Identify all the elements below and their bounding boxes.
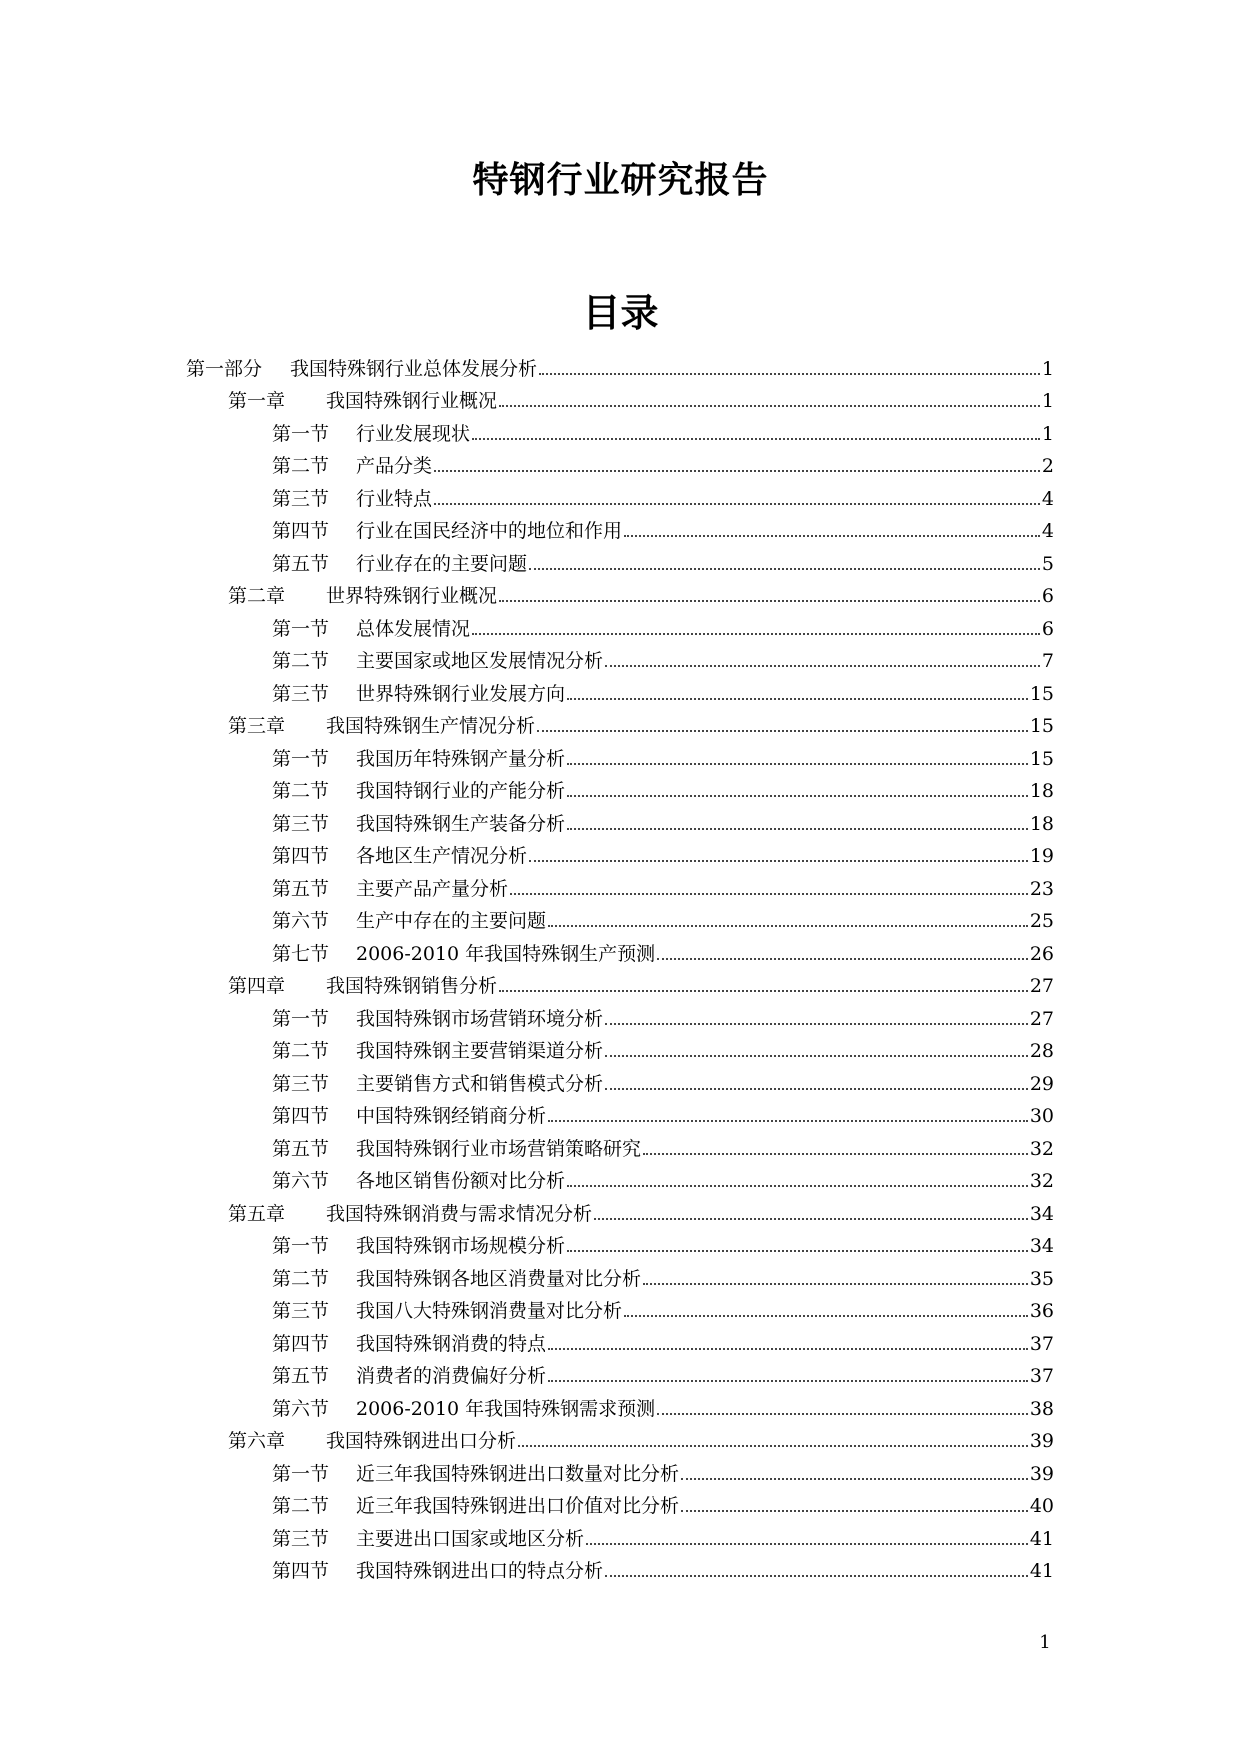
toc-entry[interactable] (272, 445, 1054, 478)
dot-leader (539, 373, 1040, 375)
toc-entry-number: 第二节 (272, 1267, 330, 1290)
toc-entry-number: 第四章 (228, 975, 286, 997)
toc-entry[interactable] (186, 347, 1054, 380)
toc-entry-title: 中国特殊钢经销商分析 (356, 1105, 547, 1127)
toc-entry-number: 第三节 (272, 1072, 330, 1095)
dot-leader (624, 535, 1040, 537)
toc-entry-title: 我国特殊钢市场规模分析 (356, 1235, 566, 1257)
toc-entry-page: 37 (1029, 1365, 1054, 1387)
toc-entry-page: 15 (1029, 747, 1054, 770)
toc-entry-number: 第三节 (272, 1527, 330, 1550)
dot-leader (657, 958, 1028, 960)
toc-entry-title: 我国特殊钢销售分析 (326, 975, 498, 997)
toc-entry-title: 近三年我国特殊钢进出口价值对比分析 (356, 1495, 680, 1517)
toc-entry[interactable] (272, 672, 1054, 705)
toc-entry-page: 39 (1029, 1462, 1054, 1485)
dot-leader (567, 698, 1028, 700)
toc-entry[interactable] (272, 1062, 1054, 1095)
toc-entry[interactable] (272, 1452, 1054, 1485)
toc-entry[interactable] (272, 997, 1054, 1030)
dot-leader (567, 763, 1028, 765)
toc-entry-number: 第四节 (272, 520, 330, 542)
toc-entry[interactable] (272, 1030, 1054, 1063)
toc-entry-page: 32 (1029, 1170, 1054, 1192)
toc-entry-title: 行业在国民经济中的地位和作用 (356, 520, 623, 542)
dot-leader (605, 1575, 1028, 1577)
toc-entry-page: 30 (1029, 1105, 1054, 1127)
toc-entry-title: 近三年我国特殊钢进出口数量对比分析 (356, 1462, 680, 1485)
toc-entry-page: 34 (1029, 1202, 1054, 1225)
toc-entry-page: 39 (1029, 1430, 1054, 1452)
toc-entry[interactable] (272, 1517, 1054, 1550)
toc-entry-page: 36 (1029, 1300, 1054, 1322)
toc-entry[interactable] (272, 412, 1054, 445)
dot-leader (605, 665, 1040, 667)
toc-entry-number: 第一节 (272, 1007, 330, 1030)
dot-leader (529, 568, 1040, 570)
toc-entry-title: 2006-2010 年我国特殊钢生产预测 (356, 942, 656, 965)
toc-entry-page: 32 (1029, 1137, 1054, 1160)
toc-entry-number: 第三章 (228, 715, 286, 737)
toc-entry-page: 27 (1029, 1007, 1054, 1030)
toc-entry-number: 第六节 (272, 1170, 330, 1192)
toc-entry-page: 19 (1029, 845, 1054, 867)
toc-entry-number: 第三节 (272, 1300, 330, 1322)
toc-entry-title: 生产中存在的主要问题 (356, 910, 547, 932)
toc-entry-number: 第三节 (272, 812, 330, 835)
toc-entry[interactable] (228, 1420, 1054, 1453)
toc-entry-title: 我国特殊钢市场营销环境分析 (356, 1007, 604, 1030)
toc-entry-title: 主要国家或地区发展情况分析 (356, 650, 604, 672)
toc-entry[interactable] (228, 705, 1054, 738)
toc-entry-title: 产品分类 (356, 455, 433, 477)
toc-entry-title: 我国特殊钢主要营销渠道分析 (356, 1040, 604, 1062)
toc-entry-page: 37 (1029, 1332, 1054, 1355)
toc-entry-number: 第二节 (272, 1040, 330, 1062)
toc-entry-title: 各地区生产情况分析 (356, 845, 528, 867)
toc-entry-number: 第一节 (272, 1235, 330, 1257)
toc-entry-page: 38 (1029, 1397, 1054, 1420)
toc-entry-title: 我国特殊钢行业概况 (326, 390, 498, 412)
toc-entry[interactable] (272, 932, 1054, 965)
dot-leader (499, 600, 1040, 602)
toc-entry-page: 4 (1041, 487, 1054, 510)
toc-entry-title: 我国特殊钢消费的特点 (356, 1332, 547, 1355)
toc-entry-page: 25 (1029, 910, 1054, 932)
toc-entry-page: 15 (1029, 682, 1054, 705)
toc-entry-page: 5 (1041, 552, 1054, 575)
toc-entry-title: 主要进出口国家或地区分析 (356, 1527, 585, 1550)
toc-entry-page: 1 (1041, 357, 1054, 380)
toc-entry-title: 消费者的消费偏好分析 (356, 1365, 547, 1387)
toc-entry-page: 34 (1029, 1235, 1054, 1257)
dot-leader (567, 1250, 1028, 1252)
toc-entry-page: 18 (1029, 780, 1054, 802)
toc-entry-number: 第一节 (272, 747, 330, 770)
toc-entry-number: 第五节 (272, 877, 330, 900)
dot-leader (537, 730, 1028, 732)
toc-entry[interactable] (272, 1550, 1054, 1583)
toc-entry-title: 主要销售方式和销售模式分析 (356, 1072, 604, 1095)
toc-entry-number: 第二节 (272, 780, 330, 802)
toc-entry-number: 第四节 (272, 1560, 330, 1582)
toc-entry-title: 我国特殊钢进出口的特点分析 (356, 1560, 604, 1582)
toc-entry-number: 第一节 (272, 422, 330, 445)
toc-entry[interactable] (272, 640, 1054, 673)
toc-entry-title: 我国特殊钢行业总体发展分析 (290, 357, 538, 380)
toc-entry-title: 我国八大特殊钢消费量对比分析 (356, 1300, 623, 1322)
toc-entry[interactable] (272, 1322, 1054, 1355)
toc-entry-number: 第六节 (272, 1397, 330, 1420)
toc-entry[interactable] (272, 477, 1054, 510)
toc-entry[interactable] (272, 607, 1054, 640)
toc-entry-title: 各地区销售份额对比分析 (356, 1170, 566, 1192)
dot-leader (472, 438, 1040, 440)
toc-entry-title: 我国特殊钢进出口分析 (326, 1430, 517, 1452)
toc-entry-number: 第六节 (272, 910, 330, 932)
toc-entry-title: 我国特殊钢消费与需求情况分析 (326, 1202, 593, 1225)
dot-leader (510, 893, 1028, 895)
dot-leader (605, 1088, 1028, 1090)
dot-leader (605, 1023, 1028, 1025)
toc-entry-title: 行业存在的主要问题 (356, 552, 528, 575)
toc-entry-page: 6 (1041, 617, 1054, 640)
toc-entry-page: 1 (1041, 422, 1054, 445)
toc-entry-title: 总体发展情况 (356, 617, 471, 640)
toc-entry[interactable] (272, 542, 1054, 575)
toc-entry-title: 我国特殊钢生产装备分析 (356, 812, 566, 835)
dot-leader (434, 470, 1040, 472)
dot-leader (548, 1380, 1028, 1382)
dot-leader (499, 405, 1040, 407)
toc-entry-page: 27 (1029, 975, 1054, 997)
toc-entry-title: 主要产品产量分析 (356, 877, 509, 900)
toc-entry[interactable] (272, 1127, 1054, 1160)
toc-entry-page: 7 (1041, 650, 1054, 672)
toc-entry-page: 6 (1041, 585, 1054, 607)
toc-entry-page: 35 (1029, 1267, 1054, 1290)
toc-entry[interactable] (272, 1225, 1054, 1258)
toc-entry-page: 28 (1029, 1040, 1054, 1062)
dot-leader (586, 1543, 1028, 1545)
toc-entry-page: 26 (1029, 942, 1054, 965)
toc-entry[interactable] (272, 802, 1054, 835)
toc-entry[interactable] (272, 900, 1054, 933)
dot-leader (605, 1055, 1028, 1057)
toc-entry[interactable] (272, 1290, 1054, 1323)
toc-entry-number: 第二章 (228, 585, 286, 607)
dot-leader (434, 503, 1040, 505)
toc-entry[interactable] (228, 380, 1054, 413)
dot-leader (518, 1445, 1028, 1447)
dot-leader (567, 795, 1028, 797)
toc-entry-title: 世界特殊钢行业概况 (326, 585, 498, 607)
toc-entry-number: 第五章 (228, 1202, 286, 1225)
toc-entry[interactable] (272, 1160, 1054, 1193)
toc-entry-page: 4 (1041, 520, 1054, 542)
toc-entry-number: 第一节 (272, 617, 330, 640)
toc-entry-page: 41 (1029, 1560, 1054, 1582)
toc-entry-number: 第二节 (272, 650, 330, 672)
dot-leader (594, 1218, 1028, 1220)
toc-entry-page: 1 (1041, 390, 1054, 412)
toc-entry[interactable] (272, 1095, 1054, 1128)
dot-leader (643, 1283, 1028, 1285)
toc-entry-title: 行业发展现状 (356, 422, 471, 445)
document-title: 特钢行业研究报告 (472, 159, 769, 201)
toc-entry-title: 2006-2010 年我国特殊钢需求预测 (356, 1397, 656, 1420)
toc-entry[interactable] (272, 1485, 1054, 1518)
dot-leader (624, 1315, 1028, 1317)
toc-entry-page: 2 (1041, 455, 1054, 477)
toc-entry[interactable] (272, 1257, 1054, 1290)
toc-entry-title: 我国特钢行业的产能分析 (356, 780, 566, 802)
toc-entry[interactable] (228, 575, 1054, 608)
toc-entry-number: 第一部分 (186, 357, 263, 380)
toc-entry-page: 23 (1029, 877, 1054, 900)
toc-entry[interactable] (272, 835, 1054, 868)
toc-entry-number: 第一章 (228, 390, 286, 412)
toc-entry-number: 第四节 (272, 1105, 330, 1127)
toc-entry-number: 第七节 (272, 942, 330, 965)
toc-entry-page: 29 (1029, 1072, 1054, 1095)
toc-entry[interactable] (272, 1355, 1054, 1388)
toc-entry[interactable] (272, 867, 1054, 900)
toc-entry[interactable] (272, 770, 1054, 803)
toc-entry-number: 第二节 (272, 1495, 330, 1517)
toc-entry-page: 15 (1029, 715, 1054, 737)
toc-entry-number: 第三节 (272, 487, 330, 510)
toc-entry-title: 我国特殊钢各地区消费量对比分析 (356, 1267, 642, 1290)
toc-entry[interactable] (228, 1192, 1054, 1225)
toc-entry[interactable] (228, 965, 1054, 998)
toc-entry-page: 41 (1029, 1527, 1054, 1550)
toc-entry-title: 我国历年特殊钢产量分析 (356, 747, 566, 770)
toc-entry-number: 第三节 (272, 682, 330, 705)
toc-entry-title: 世界特殊钢行业发展方向 (356, 682, 566, 705)
toc-entry[interactable] (272, 737, 1054, 770)
toc-entry-number: 第五节 (272, 552, 330, 575)
toc-entry-number: 第六章 (228, 1430, 286, 1452)
dot-leader (681, 1510, 1028, 1512)
dot-leader (681, 1478, 1028, 1480)
toc-entry-title: 我国特殊钢行业市场营销策略研究 (356, 1137, 642, 1160)
dot-leader (643, 1153, 1028, 1155)
page-number: 1 (1039, 1632, 1051, 1653)
toc-entry-number: 第四节 (272, 1332, 330, 1355)
toc-entry[interactable] (272, 510, 1054, 543)
toc-entry-title: 我国特殊钢生产情况分析 (326, 715, 536, 737)
toc-entry-number: 第五节 (272, 1365, 330, 1387)
dot-leader (529, 860, 1028, 862)
toc-entry-page: 40 (1029, 1495, 1054, 1517)
toc-entry-title: 行业特点 (356, 487, 433, 510)
toc-entry-page: 18 (1029, 812, 1054, 835)
toc-entry[interactable] (272, 1387, 1054, 1420)
dot-leader (567, 1185, 1028, 1187)
toc-entry-number: 第四节 (272, 845, 330, 867)
dot-leader (472, 633, 1040, 635)
dot-leader (567, 828, 1028, 830)
toc-entry-number: 第一节 (272, 1462, 330, 1485)
dot-leader (499, 990, 1028, 992)
toc-heading: 目录 (582, 290, 659, 335)
dot-leader (657, 1413, 1028, 1415)
toc-entry-number: 第二节 (272, 455, 330, 477)
dot-leader (548, 925, 1028, 927)
dot-leader (548, 1120, 1028, 1122)
dot-leader (548, 1348, 1028, 1350)
toc-entry-number: 第五节 (272, 1137, 330, 1160)
